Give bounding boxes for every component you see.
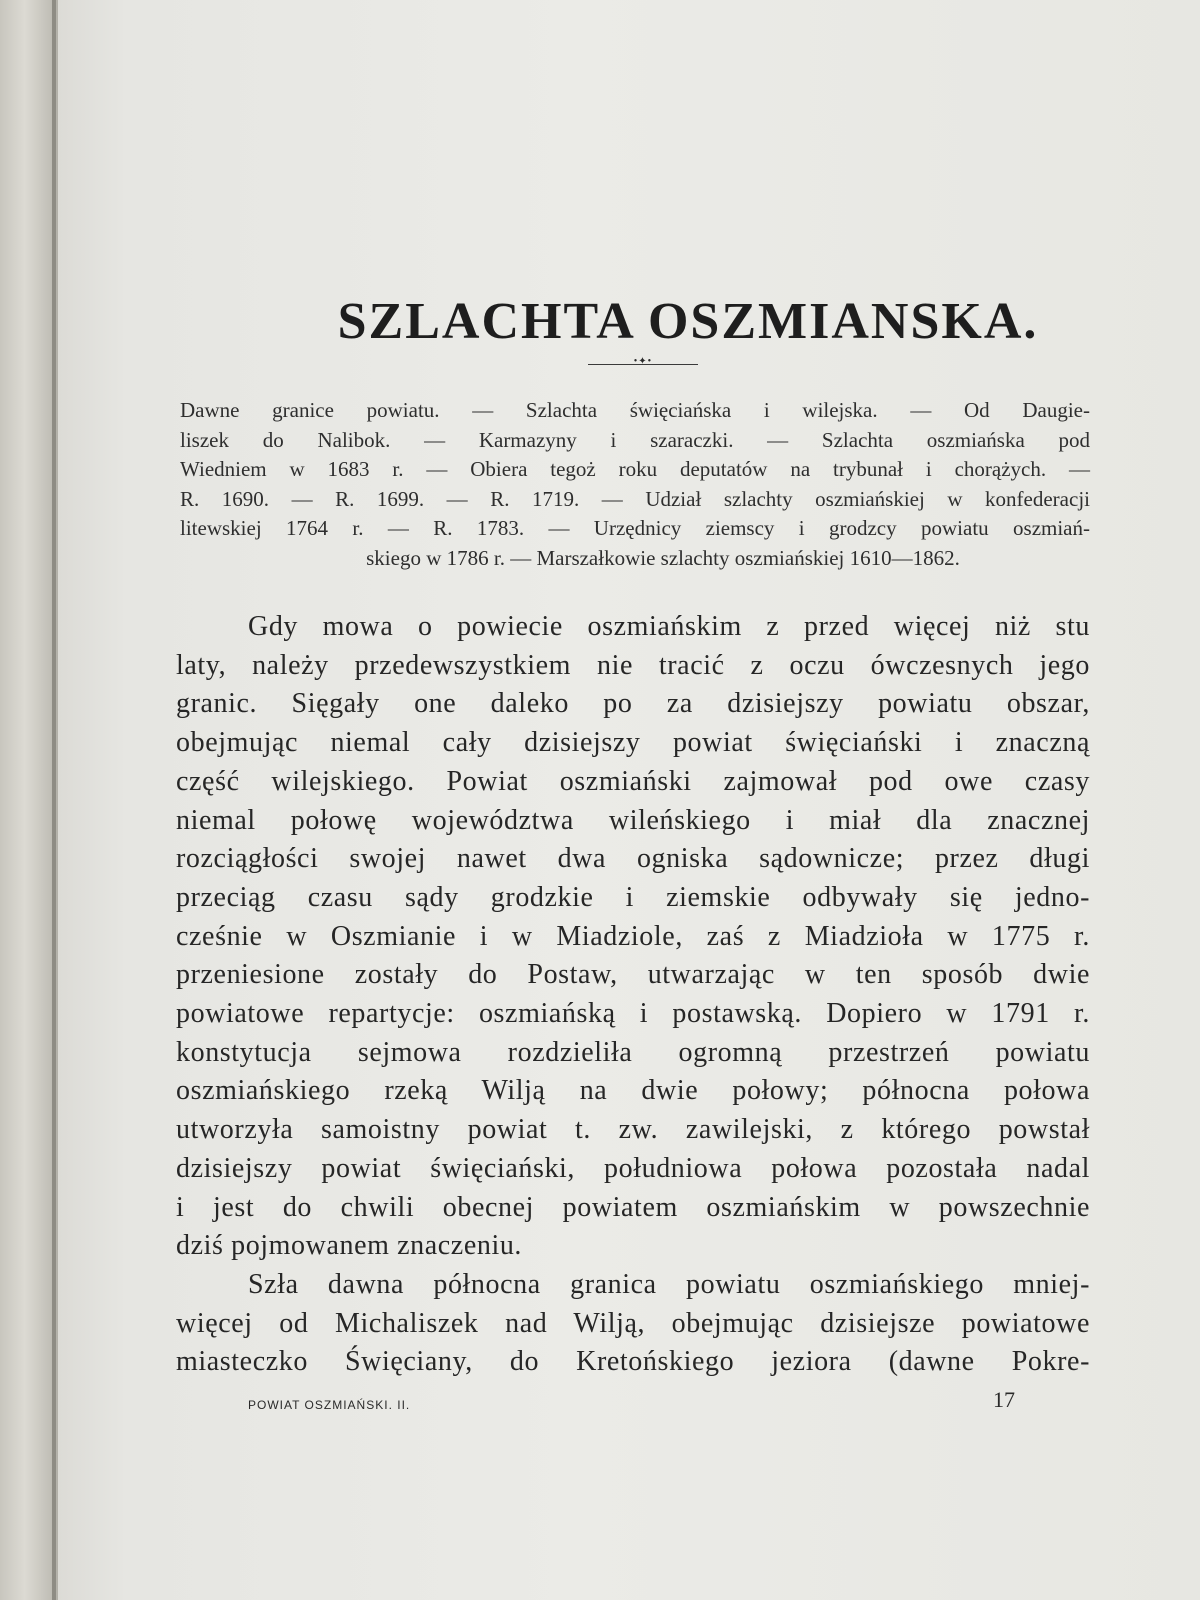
body-line: oszmiańskiego rzeką Wilją na dwie połowy; północna połowa <box>176 1075 1090 1107</box>
body-line: rozciągłości swojej nawet dwa ogniska sądownicze; przez długi <box>176 843 1090 875</box>
summary-line: skiego w 1786 r. — Marszałkowie szlachty oszmiańskiej 1610—1862. <box>366 545 960 570</box>
page-number: 17 <box>993 1387 1015 1412</box>
body-line: Gdy mowa o powiecie oszmiańskim z przed więcej niż stu <box>248 611 1090 642</box>
page-gutter <box>52 0 56 1600</box>
body-line: więcej od Michaliszek nad Wilją, obejmując dzisiejsze powiatowe <box>176 1307 1090 1339</box>
body-text <box>176 608 1090 1382</box>
body-line: część wilejskiego. Powiat oszmiański zajmował pod owe czasy <box>176 765 1090 797</box>
body-line: konstytucja sejmowa rozdzieliła ogromną przestrzeń powiatu <box>176 1036 1090 1068</box>
body-line: granic. Sięgały one daleko po za dzisiejszy powiatu obszar, <box>176 688 1090 720</box>
summary-line: R. 1690. — R. 1699. — R. 1719. — Udział szlachty oszmiańskiej w konfederacji <box>180 486 1090 511</box>
summary-line: liszek do Nalibok. — Karmazyny i szaraczki. — Szlachta oszmiańska pod <box>180 427 1090 452</box>
body-line: dzisiejszy powiat święciański, południowa połowa pozostała nadal <box>176 1152 1090 1184</box>
body-line: cześnie w Oszmianie i w Miadziole, zaś z Miadzioła w 1775 r. <box>176 920 1090 952</box>
title-ornament <box>588 356 698 370</box>
body-line: miasteczko Święciany, do Kretońskiego jeziora (dawne Pokre- <box>176 1346 1090 1378</box>
body-line: niemal połowę województwa wileńskiego i miał dla znacznej <box>176 804 1090 836</box>
body-line: powiatowe repartycje: oszmiańską i postawską. Dopiero w 1791 r. <box>176 998 1090 1030</box>
body-line: i jest do chwili obecnej powiatem oszmiańskim w powszechnie <box>176 1191 1090 1223</box>
body-line: laty, należy przedewszystkiem nie tracić z oczu ówczesnych jego <box>176 649 1090 681</box>
body-line: Szła dawna północna granica powiatu oszmiańskiego mniej- <box>248 1268 1090 1300</box>
body-line: obejmując niemal cały dzisiejszy powiat święciański i znaczną <box>176 727 1090 759</box>
summary-line: Wiedniem w 1683 r. — Obiera tegoż roku deputatów na trybunał i chorążych. — <box>180 457 1090 481</box>
body-line: przeciąg czasu sądy grodzkie i ziemskie odbywały się jedno- <box>176 881 1090 913</box>
signature-mark: POWIAT OSZMIAŃSKI. II. <box>248 1398 411 1412</box>
chapter-summary <box>180 396 1090 573</box>
body-line: dziś pojmowanem znaczeniu. <box>176 1230 523 1262</box>
chapter-title: SZLACHTA OSZMIANSKA. <box>337 293 1039 350</box>
book-page <box>58 0 1200 1600</box>
ornament-dots: •✦• <box>633 356 653 367</box>
body-line: przeniesione zostały do Postaw, utwarzając w ten sposób dwie <box>176 959 1090 991</box>
summary-line: Dawne granice powiatu. — Szlachta święciańska i wilejska. — Od Daugie- <box>180 398 1090 422</box>
summary-line: litewskiej 1764 r. — R. 1783. — Urzędnicy ziemscy i grodzcy powiatu oszmiań- <box>180 516 1090 540</box>
body-line: utworzyła samoistny powiat t. zw. zawilejski, z którego powstał <box>176 1114 1090 1146</box>
